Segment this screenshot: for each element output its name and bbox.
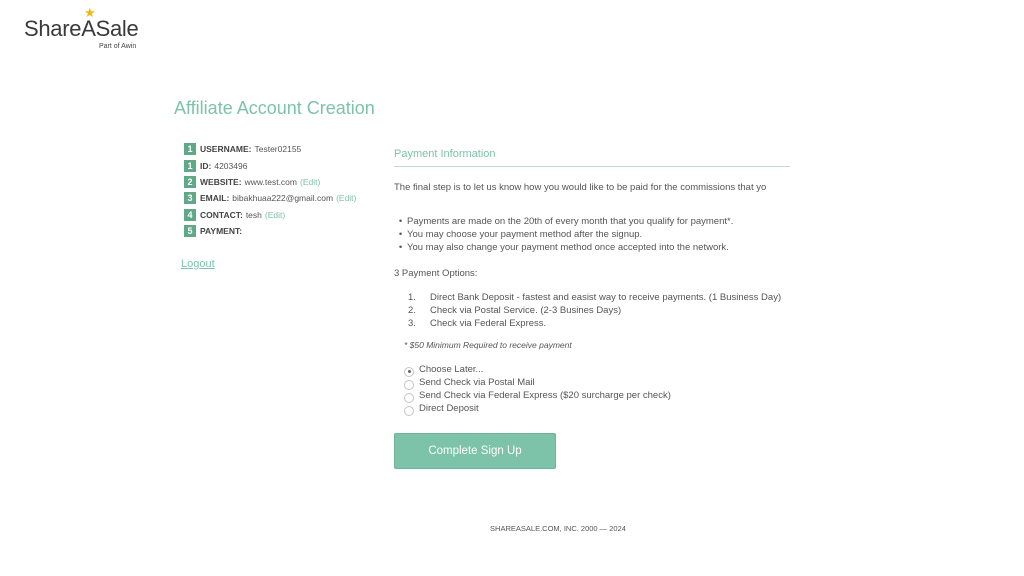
option-text: Check via Federal Express. [430,318,547,329]
step-number-badge: 2 [184,176,196,188]
edit-contact-link[interactable]: (Edit) [264,209,286,220]
step-payment [184,223,356,239]
radio-direct-deposit[interactable] [404,402,671,415]
step-value: tesh [245,209,262,220]
radio-postal-mail[interactable] [404,376,671,389]
complete-sign-up-button[interactable]: Complete Sign Up [394,433,556,469]
step-number-badge: 1 [184,160,196,172]
radio-federal-express[interactable] [404,389,671,402]
radio-button[interactable] [404,367,414,377]
option-number: 3. [408,318,416,329]
step-contact [184,207,356,223]
logout-link[interactable]: Logout [181,258,215,270]
list-item: • You may also change your payment method once accepted into the network. [394,241,733,254]
payment-panel [394,0,794,576]
option-text: Check via Postal Service. (2-3 Busines Days) [430,305,622,316]
options-heading: 3 Payment Options: [394,268,478,279]
step-label: USERNAME: [200,144,252,155]
intro-text: The final step is to let us know how you would like to be paid for the commissions that yo [394,182,767,193]
radio-label: Send Check via Federal Express ($20 surcharge per check) [419,390,671,401]
list-item: • Payments are made on the 20th of every month that you qualify for payment*. [394,215,733,228]
option-number: 2. [408,305,416,316]
list-item: • You may choose your payment method after the signup. [394,228,733,241]
footer-copyright: SHAREASALE.COM, INC. 2000 — 2024 [490,524,626,533]
payment-method-radio-group [404,363,671,415]
logo-tagline: Part of Awin [99,43,137,50]
option-text: Direct Bank Deposit - fastest and easist way to receive payments. (1 Business Day) [430,292,782,303]
shareasale-logo[interactable] [24,6,154,50]
radio-button[interactable] [404,393,414,403]
step-number-badge: 4 [184,209,196,221]
step-username [184,141,356,157]
step-number-badge: 5 [184,225,196,237]
step-website [184,174,356,190]
step-email [184,190,356,206]
section-divider [394,166,790,167]
radio-label: Send Check via Postal Mail [419,377,535,388]
page-title: Affiliate Account Creation [174,98,375,118]
radio-button[interactable] [404,406,414,416]
step-value: www.test.com [244,176,297,187]
step-label: EMAIL: [200,193,230,204]
step-value: Tester02155 [254,144,302,155]
payment-notes [394,215,733,254]
section-title: Payment Information [394,148,496,160]
list-item [408,291,781,304]
step-value: bibakhuaa222@gmail.com [232,193,334,204]
step-number-badge: 3 [184,192,196,204]
signup-summary [184,141,356,239]
step-label: PAYMENT: [200,226,243,237]
option-number: 1. [408,292,416,303]
step-label: ID: [200,160,212,171]
radio-button[interactable] [404,380,414,390]
list-item [408,304,781,317]
edit-website-link[interactable]: (Edit) [300,176,321,187]
radio-choose-later[interactable] [404,363,671,376]
step-id [184,157,356,173]
logo-wordmark: ShareASale [24,16,139,41]
step-value: 4203496 [214,160,248,171]
step-label: WEBSITE: [200,176,242,187]
radio-label: Direct Deposit [419,403,479,414]
radio-label: Choose Later... [419,364,484,375]
list-item [408,317,781,330]
minimum-payment-note: * $50 Minimum Required to receive payment [404,340,572,350]
step-label: CONTACT: [200,209,243,220]
edit-email-link[interactable]: (Edit) [336,193,357,204]
star-icon: ★ [84,5,96,20]
step-number-badge: 1 [184,143,196,155]
payment-options-list [408,291,781,330]
